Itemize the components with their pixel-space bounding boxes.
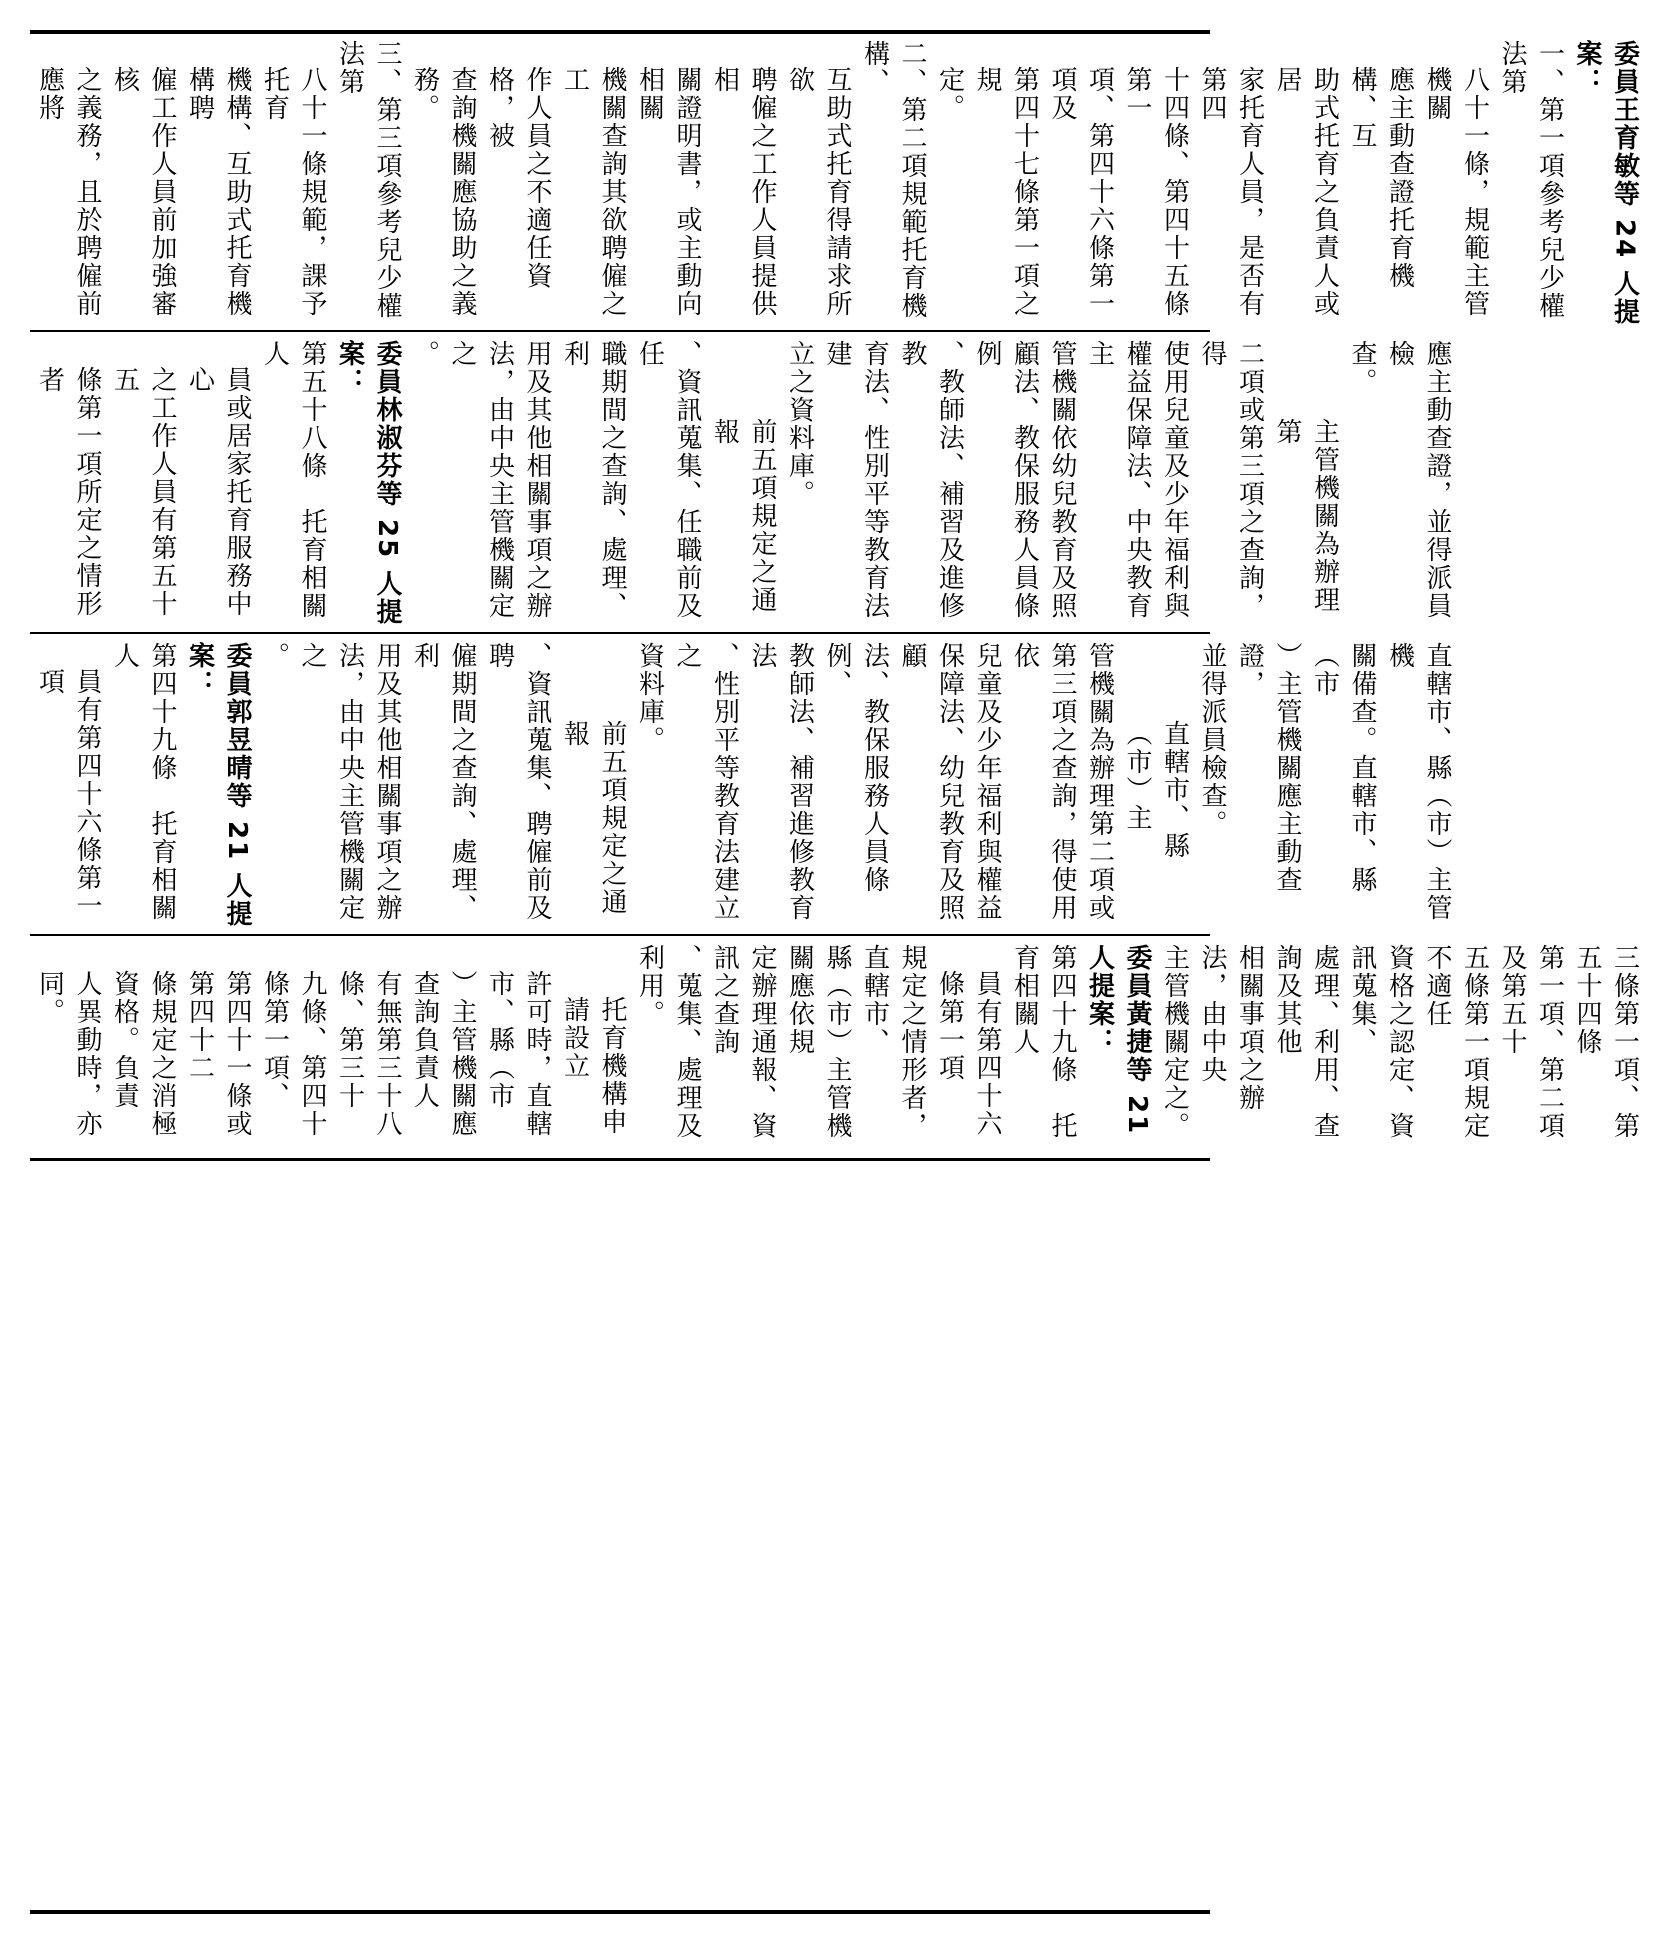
text-line: 權益保障法、中央教育主 xyxy=(1084,340,1152,620)
text-line: 、性別平等教育法建立之 xyxy=(672,642,740,922)
text-line: 九條、第四十條第一項、 xyxy=(259,970,327,1138)
text-line: 十四條、第四十五條第一 xyxy=(1122,66,1190,318)
band-divider xyxy=(30,632,1210,634)
text-line: 條規定之消極資格。負責 xyxy=(109,970,177,1138)
text-line: 應主動查證，並得派員檢 xyxy=(1384,340,1452,620)
text-line: 機關查詢其欲聘僱之工 xyxy=(559,66,627,318)
text-line: 之工作人員有第五十五 xyxy=(109,366,177,618)
text-line: 前五項規定之通報 xyxy=(709,418,777,614)
text-line: 用及其他相關事項之辦 xyxy=(522,340,552,620)
band-2 xyxy=(30,340,1452,628)
text-line: 主管機關為辦理第 xyxy=(1272,418,1340,614)
text-line: 員有第四十六條第一項 xyxy=(934,970,1002,1138)
text-line: 縣（市）主管機關應依規 xyxy=(784,944,852,1140)
text-line: 管機關依幼兒教育及照 xyxy=(1047,340,1077,620)
text-line: 立之資料庫。 xyxy=(784,340,815,508)
proposal-heading: 委員黃捷等 21 人提案： xyxy=(1084,944,1152,1136)
text-line: 員或居家托育服務中心 xyxy=(184,366,252,618)
text-line: 顧法、教保服務人員條例 xyxy=(972,340,1040,620)
text-line: 條第一項所定之情形者 xyxy=(34,366,102,618)
text-line: 定。 xyxy=(934,66,965,122)
text-line: 八十一條，規範主管機關 xyxy=(1422,66,1490,318)
text-line: 項、第四十六條第一項及 xyxy=(1047,66,1115,318)
text-line: 關證明書，或主動向相關 xyxy=(634,66,702,318)
text-line: 僱工作人員前加強審核 xyxy=(109,66,177,318)
text-line: 法，由中央主管機關定之 xyxy=(297,642,365,922)
text-line: 管機關為辦理第二項或 xyxy=(1084,642,1115,922)
text-line: 第四十一條或第四十二 xyxy=(184,970,252,1138)
text-line: 二、第二項規範托育機構、 xyxy=(859,40,927,320)
proposal-heading: 委員郭昱晴等 21 人提案： xyxy=(184,642,252,929)
text-line: 第一項、第二項及第五十 xyxy=(1497,944,1565,1140)
text-line: ）主管機關應查詢負責人 xyxy=(409,970,477,1138)
band-3-text xyxy=(30,642,1467,930)
text-line: 三、第三項參考兒少權法第 xyxy=(334,40,402,320)
band-1 xyxy=(30,40,1640,328)
text-line: 第四十九條 托育相關人 xyxy=(1009,944,1077,1140)
text-line: 關備查。直轄市、縣（市 xyxy=(1309,642,1377,894)
text-line: 相關事項之辦法，由中央 xyxy=(1197,944,1265,1112)
text-line: 兒童及少年福利與權益 xyxy=(972,642,1002,922)
text-line: 查。 xyxy=(1347,340,1377,396)
band-2-text xyxy=(30,340,1467,628)
text-line: 。 xyxy=(409,340,440,368)
text-line: 互助式托育得請求所欲 xyxy=(784,66,852,318)
text-line: 作人員之不適任資格，被 xyxy=(484,66,552,290)
top-rule xyxy=(30,30,1210,34)
band-divider xyxy=(30,934,1210,936)
text-line: 育法、性別平等教育法建 xyxy=(822,340,890,620)
text-line: 。 xyxy=(259,642,290,670)
text-line: 並得派員檢查。 xyxy=(1197,642,1227,838)
band-3 xyxy=(30,642,1452,930)
bottom-rule xyxy=(30,1910,1210,1914)
text-line: 規定之情形者，直轄市、 xyxy=(859,944,927,1140)
text-line: 有無第三十八條、第三十 xyxy=(334,970,402,1138)
text-line: 機構、互助式托育機構聘 xyxy=(184,66,252,318)
text-line: 資格之認定、資訊蒐集、 xyxy=(1347,944,1415,1140)
proposal-heading: 委員王育敏等 24 人提案： xyxy=(1572,40,1640,327)
text-line: 人異動時，亦同。 xyxy=(34,970,102,1138)
text-line: 定辦理通報、資訊之查詢 xyxy=(709,944,777,1140)
text-line: 、資訊蒐集、任職前及任 xyxy=(634,340,702,620)
text-line: 托育機構申請設立 xyxy=(559,996,627,1136)
text-line: 聘僱之工作人員提供相 xyxy=(709,66,777,318)
text-line: 第四十七條第一項之規 xyxy=(972,66,1040,318)
text-line: 主管機關定之。 xyxy=(1159,944,1190,1140)
band-4 xyxy=(30,944,1640,1154)
text-line: 資料庫。 xyxy=(634,642,665,754)
text-line: 直轄市、縣（市）主 xyxy=(1122,720,1190,860)
text-line: 三條第一項、第五十四條 xyxy=(1572,944,1640,1140)
text-line: 直轄市、縣（市）主管機 xyxy=(1384,642,1452,922)
text-line: 教師法、補習進修教育法 xyxy=(747,642,815,922)
text-line: 第五十八條 托育相關人 xyxy=(259,340,327,620)
text-line: 、教師法、補習及進修教 xyxy=(897,340,965,620)
text-line: 應主動查證托育機構、互 xyxy=(1347,66,1415,290)
band-1-text xyxy=(30,40,1655,328)
band-divider xyxy=(30,330,1210,332)
text-line: 第四十九條 托育相關人 xyxy=(109,642,177,922)
band-4-text xyxy=(30,944,1655,1154)
text-line: 五條第一項規定不適任 xyxy=(1422,944,1490,1140)
text-line: 、資訊蒐集、聘僱前及聘 xyxy=(484,642,552,922)
text-line: 處理、利用、查詢及其他 xyxy=(1272,944,1340,1140)
text-line: 助式托育之負責人或居 xyxy=(1272,66,1340,318)
text-line: 之義務，且於聘僱前應將 xyxy=(34,66,102,318)
text-line: 許可時，直轄市、縣（市 xyxy=(484,970,552,1138)
text-line: 查詢機關應協助之義務。 xyxy=(409,66,477,318)
text-line: 家托育人員，是否有第四 xyxy=(1197,66,1265,318)
text-line: 僱期間之查詢、處理、利 xyxy=(409,642,477,922)
text-line: 法、教保服務人員條例、 xyxy=(822,642,890,894)
text-line: 保障法、幼兒教育及照顧 xyxy=(897,642,965,922)
text-line: ）主管機關應主動查證， xyxy=(1234,642,1302,894)
middle-rule xyxy=(30,1158,1210,1161)
text-line: 法，由中央主管機關定之 xyxy=(447,340,515,620)
text-line: 二項或第三項之查詢，得 xyxy=(1197,340,1265,620)
text-line: 員有第四十六條第一項 xyxy=(34,668,102,920)
proposal-heading: 委員林淑芬等 25 人提案： xyxy=(334,340,402,627)
text-line: 八十一條規範，課予托育 xyxy=(259,66,327,318)
text-line: 前五項規定之通報 xyxy=(559,720,627,916)
text-line: 第三項之查詢，得使用依 xyxy=(1009,642,1077,922)
text-line: 職期間之查詢、處理、利 xyxy=(559,340,627,620)
text-line: 一、第一項參考兒少權法第 xyxy=(1497,40,1565,320)
text-line: 用及其他相關事項之辦 xyxy=(372,642,402,922)
text-line: 使用兒童及少年福利與 xyxy=(1159,340,1190,620)
text-line: 、蒐集、處理及利用。 xyxy=(634,944,702,1140)
